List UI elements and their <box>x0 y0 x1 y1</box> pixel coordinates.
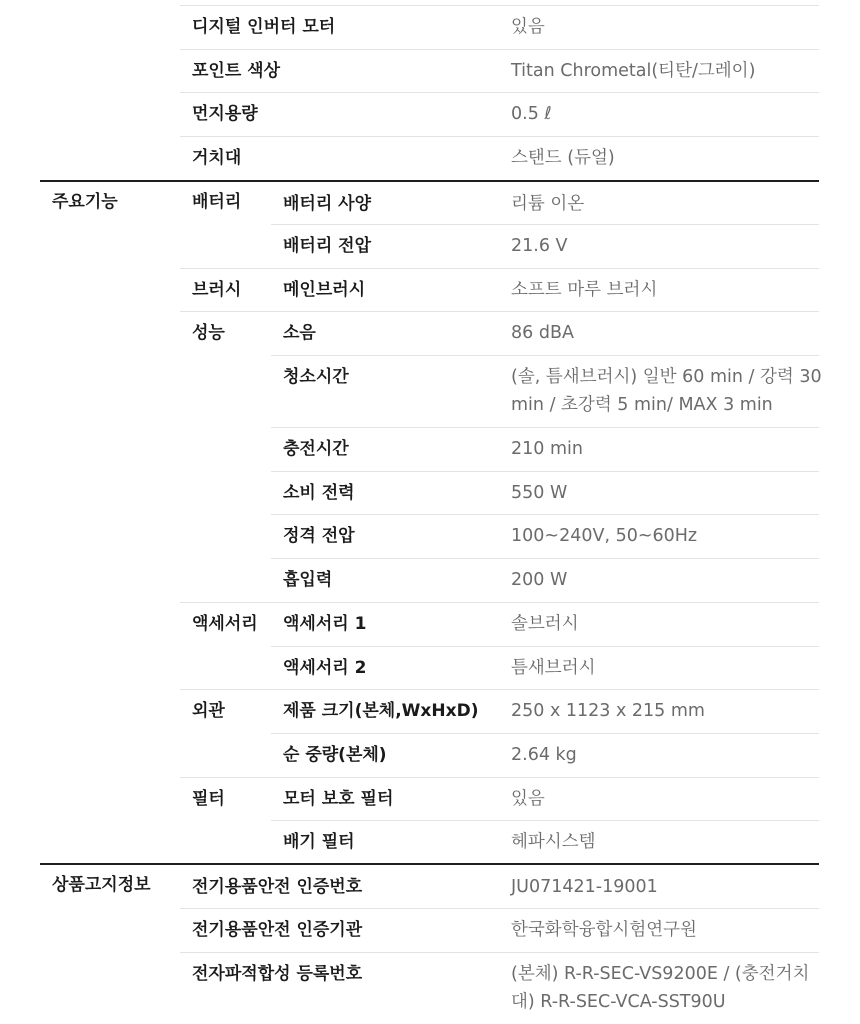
spec-label: 배기 필터 <box>283 832 355 852</box>
spec-label: 포인트 색상 <box>192 61 281 81</box>
spec-label: 디지털 인버터 모터 <box>192 17 336 37</box>
spec-label: 전기용품안전 인증번호 <box>192 877 363 897</box>
spec-row <box>40 49 819 93</box>
spec-label: 제품 크기(본체,WxHxD) <box>283 701 479 721</box>
spec-value: 2.64 kg <box>511 745 577 765</box>
spec-value: (솔, 틈새브러시) 일반 60 min / 강력 30 min / 초강력 5 min/ MAX 3 min <box>511 367 822 415</box>
group-title-filter: 필터 <box>192 789 225 809</box>
spec-row <box>40 182 819 224</box>
spec-row <box>40 224 819 268</box>
spec-label: 순 중량(본체) <box>283 745 387 765</box>
spec-value: 솔브러시 <box>511 614 579 634</box>
spec-row <box>40 558 819 602</box>
spec-value: 550 W <box>511 483 568 503</box>
spec-value: 소프트 마루 브러시 <box>511 280 658 300</box>
spec-row <box>40 908 819 952</box>
spec-label: 먼지용량 <box>192 104 258 124</box>
spec-label: 액세서리 1 <box>283 614 367 634</box>
spec-row <box>40 733 819 777</box>
spec-value: 스탠드 (듀얼) <box>511 148 615 168</box>
spec-value: 헤파시스템 <box>511 832 596 852</box>
spec-label: 거치대 <box>192 148 242 168</box>
spec-value: 100~240V, 50~60Hz <box>511 526 698 546</box>
spec-row <box>40 427 819 471</box>
spec-value: 86 dBA <box>511 323 574 343</box>
spec-row <box>40 136 819 180</box>
spec-label: 모터 보호 필터 <box>283 789 394 809</box>
section-title-notice: 상품고지정보 <box>52 875 151 895</box>
spec-value: 한국화학융합시험연구원 <box>511 920 697 940</box>
spec-label: 청소시간 <box>283 367 349 387</box>
spec-row <box>40 5 819 49</box>
spec-value: 있음 <box>511 17 545 37</box>
spec-value: 있음 <box>511 789 545 809</box>
group-title-performance: 성능 <box>192 323 225 343</box>
spec-label: 소비 전력 <box>283 483 355 503</box>
spec-row <box>40 689 819 733</box>
spec-value: Titan Chrometal(티탄/그레이) <box>511 61 756 81</box>
spec-row <box>40 865 819 908</box>
spec-value: 250 x 1123 x 215 mm <box>511 701 705 721</box>
spec-label: 메인브러시 <box>283 280 366 300</box>
spec-row <box>40 820 819 864</box>
spec-value: 21.6 V <box>511 236 568 256</box>
spec-label: 액세서리 2 <box>283 658 367 678</box>
spec-label: 충전시간 <box>283 439 349 459</box>
spec-value: 리튬 이온 <box>511 194 585 214</box>
spec-row <box>40 646 819 690</box>
spec-row <box>40 268 819 312</box>
spec-label: 소음 <box>283 323 316 343</box>
spec-row <box>40 471 819 515</box>
group-title-accessory: 액세서리 <box>192 614 258 634</box>
spec-label: 전자파적합성 등록번호 <box>192 964 363 984</box>
spec-label: 배터리 전압 <box>283 236 372 256</box>
spec-row <box>40 777 819 821</box>
spec-label: 흡입력 <box>283 570 333 590</box>
spec-value: JU071421-19001 <box>511 877 658 897</box>
group-title-brush: 브러시 <box>192 280 242 300</box>
spec-row <box>40 355 822 427</box>
spec-label: 배터리 사양 <box>283 194 372 214</box>
spec-label: 전기용품안전 인증기관 <box>192 920 363 940</box>
section-title-main-features: 주요기능 <box>52 192 118 212</box>
spec-row <box>40 311 819 355</box>
spec-value: 0.5 ℓ <box>511 104 552 124</box>
spec-value: 200 W <box>511 570 568 590</box>
spec-row <box>40 602 819 646</box>
group-title-exterior: 외관 <box>192 701 225 721</box>
spec-value: 틈새브러시 <box>511 658 596 678</box>
spec-row <box>40 514 819 558</box>
spec-value: 210 min <box>511 439 583 459</box>
spec-row <box>40 92 819 136</box>
spec-value: (본체) R-R-SEC-VS9200E / (충전거치대) R-R-SEC-VCA-SST90U <box>511 964 810 1012</box>
spec-label: 정격 전압 <box>283 526 355 546</box>
spec-row <box>40 952 819 1024</box>
group-title-battery: 배터리 <box>192 192 242 212</box>
